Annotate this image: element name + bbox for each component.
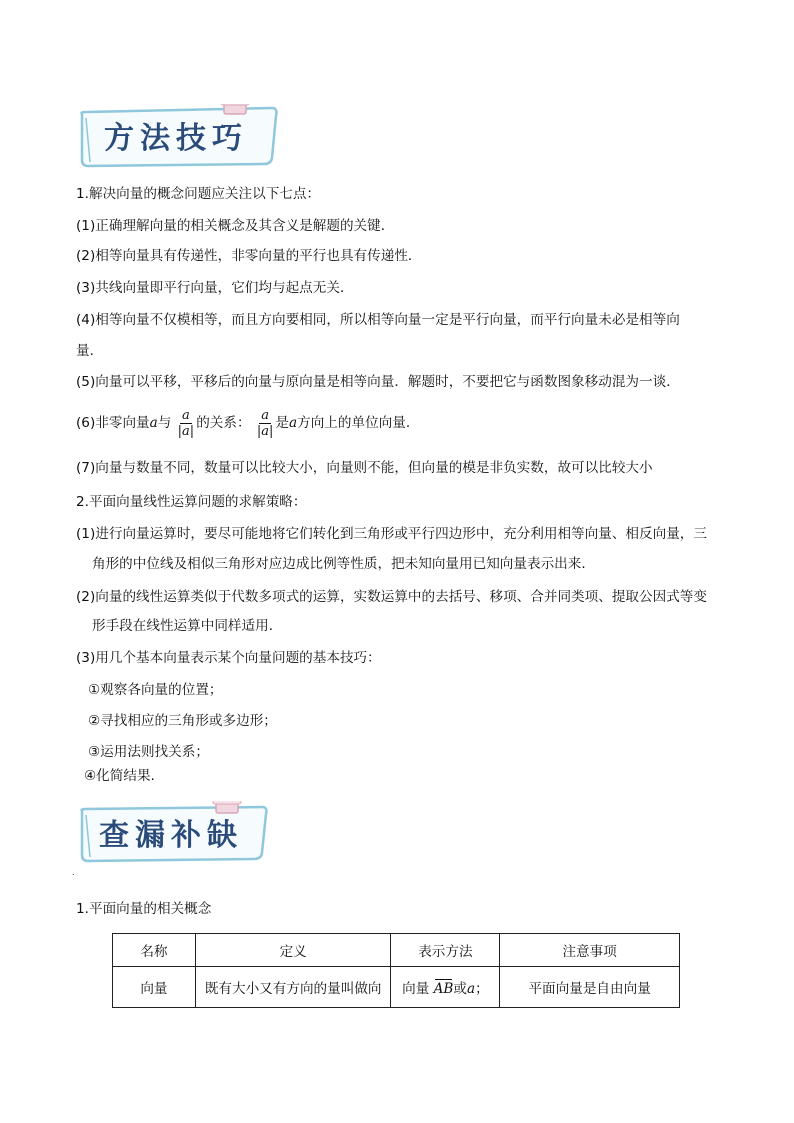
table-header: 名称 <box>113 934 196 967</box>
table-row <box>113 967 680 1008</box>
step-1: ①观察各向量的位置； <box>88 682 223 698</box>
strategy-2-line1: (2)向量的线性运算类似于代数多项式的运算，实数运算中的去括号、移项、合并同类项、提取公因式等变 <box>76 589 707 605</box>
step-3: ③运用法则找关系； <box>88 744 209 760</box>
point-7: (7)向量与数量不同，数量可以比较大小，向量则不能，但向量的模是非负实数，故可以比较大小 <box>76 460 653 476</box>
point-6-mid2: 的关系： <box>196 415 251 431</box>
banner-title: 方法技巧 <box>104 121 248 156</box>
table-header-row <box>113 934 680 967</box>
table-header: 定义 <box>195 934 391 967</box>
fraction-numerator: a <box>261 407 270 423</box>
strategy-3: (3)用几个基本向量表示某个向量问题的基本技巧： <box>76 650 381 666</box>
point-4-line2: 量． <box>76 343 104 359</box>
step-4: ④化简结果. <box>84 768 155 784</box>
section-banner-methods <box>76 104 286 172</box>
strategy-1-line2: 角形的中位线及相似三角形对应边成比例等性质，把未知向量用已知向量表示出来． <box>92 556 595 572</box>
table-cell-name: 向量 <box>113 967 196 1008</box>
strategy-1-line1: (1)进行向量运算时，要尽可能地将它们转化到三角形或平行四边形中，充分利用相等向量、相反向量，三 <box>76 526 707 542</box>
table-header: 表示方法 <box>391 934 500 967</box>
point-6-post2: 方向上的单位向量． <box>297 415 420 431</box>
section1-heading: 1.解决向量的概念问题应关注以下七点： <box>76 186 321 202</box>
point-2: (2)相等向量具有传递性，非零向量的平行也具有传递性． <box>76 248 422 264</box>
vector-a: a <box>149 415 158 431</box>
strategy-2-line2: 形手段在线性运算中同样适用． <box>92 618 283 634</box>
step-2: ②寻找相应的三角形或多边形； <box>88 713 277 729</box>
section-banner-review <box>76 801 286 869</box>
notation-post: ； <box>475 981 489 997</box>
fraction-denominator: |a| <box>256 423 274 439</box>
banner-title: 查漏补缺 <box>99 818 243 853</box>
point-6 <box>76 406 419 440</box>
stray-dot: . <box>72 868 75 877</box>
point-6-pre: (6)非零向量 <box>76 415 150 431</box>
table-cell-definition: 既有大小又有方向的量叫做向 <box>195 967 391 1008</box>
vector-ab: AB <box>433 981 454 997</box>
vector-concepts-table <box>112 933 680 1008</box>
unit-vector-fraction-2 <box>257 408 274 439</box>
fraction-numerator: a <box>182 407 190 423</box>
vector-a: a <box>467 981 476 997</box>
point-5: (5)向量可以平移，平移后的向量与原向量是相等向量．解题时，不要把它与函数图象移动混为一谈． <box>76 374 680 390</box>
notation-pre: 向量 <box>402 981 430 997</box>
point-3: (3)共线向量即平行向量，它们均与起点无关． <box>76 280 354 296</box>
vector-a: a <box>289 415 298 431</box>
section2-heading: 2.平面向量线性运算问题的求解策略： <box>76 494 307 510</box>
point-1: (1)正确理解向量的相关概念及其含义是解题的关键． <box>76 218 395 234</box>
table-header: 注意事项 <box>500 934 680 967</box>
unit-vector-fraction <box>178 408 195 439</box>
table-cell-note: 平面向量是自由向量 <box>500 967 680 1008</box>
point-4-line1: (4)相等向量不仅模相等，而且方向要相同，所以相等向量一定是平行向量，而平行向量未必是相等向 <box>76 312 680 328</box>
table-cell-notation <box>391 967 500 1008</box>
fraction-denominator: |a| <box>177 423 195 439</box>
notation-mid: 或 <box>453 981 467 997</box>
point-6-post1: 是 <box>275 415 289 431</box>
point-6-mid: 与 <box>157 415 172 431</box>
section3-heading: 1.平面向量的相关概念 <box>76 901 212 917</box>
